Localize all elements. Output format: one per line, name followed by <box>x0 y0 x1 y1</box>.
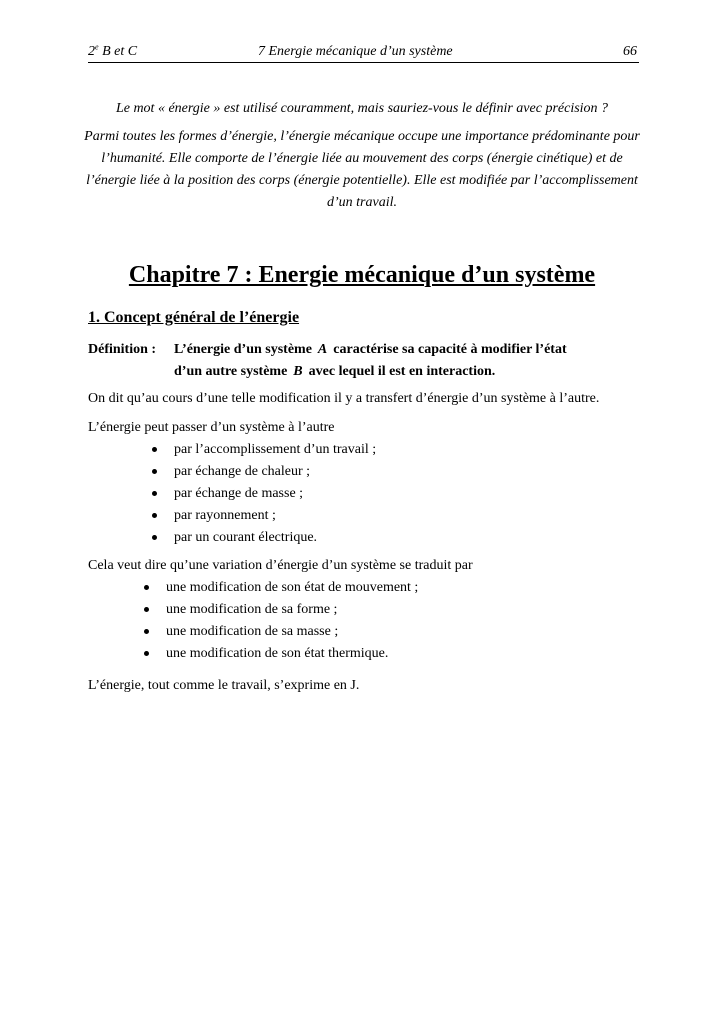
list-item-text: par échange de masse ; <box>174 486 304 501</box>
list-item-text: par un courant électrique. <box>174 530 318 545</box>
list-item-text: une modification de sa masse ; <box>166 624 339 639</box>
chapter-title: Chapitre 7 : Energie mécanique d’un système <box>128 262 596 288</box>
list-item <box>166 577 418 599</box>
bullet-icon <box>144 629 149 634</box>
bullet-icon <box>152 535 157 540</box>
header-class-sup: e <box>95 42 99 52</box>
list-item <box>166 599 418 621</box>
list-item-text: une modification de sa forme ; <box>166 602 338 617</box>
definition-text <box>174 339 644 383</box>
para-modes: L’énergie peut passer d’un système à l’autre <box>88 420 335 435</box>
definition-part-3: d’un autre système <box>174 364 288 379</box>
definition-part-1: L’énergie d’un système <box>174 342 312 357</box>
header-class <box>88 44 137 60</box>
modes-list <box>174 439 376 549</box>
intro-line-2: Parmi toutes les formes d’énergie, l’énergie mécanique occupe une importance prédominante pour l’humanité. Elle comporte de l’énergie liée au mouvement des corps (énergie cinétique) et de l’énergie liée à la position des corps (énergie potentielle). Elle est modifiée par l’accomplissement d’un travail. <box>84 129 640 210</box>
list-item <box>166 643 418 665</box>
para-variation: Cela veut dire qu’une variation d’énergie d’un système se traduit par <box>88 558 473 573</box>
para-unit: L’énergie, tout comme le travail, s’exprime en J. <box>88 678 360 693</box>
header-class-prefix: 2 <box>88 44 95 59</box>
definition-part-4: avec lequel il est en interaction. <box>308 364 496 379</box>
list-item <box>174 483 376 505</box>
bullet-icon <box>152 513 157 518</box>
list-item <box>174 461 376 483</box>
list-item-text: une modification de son état de mouvement ; <box>166 580 419 595</box>
intro-block <box>80 98 644 214</box>
list-item <box>174 527 376 549</box>
list-item-text: une modification de son état thermique. <box>166 646 389 661</box>
list-item-text: par échange de chaleur ; <box>174 464 311 479</box>
variations-list <box>166 577 418 665</box>
definition-part-2: caractérise sa capacité à modifier l’état <box>333 342 567 357</box>
header-class-suffix: B et C <box>98 44 138 59</box>
section-title: 1. Concept général de l’énergie <box>88 309 300 326</box>
definition-var-b: B <box>293 364 303 379</box>
list-item-text: par rayonnement ; <box>174 508 276 523</box>
para-transfer: On dit qu’au cours d’une telle modification il y a transfert d’énergie d’un système à l’autre. <box>88 391 600 406</box>
intro-line-1: Le mot « énergie » est utilisé couramment, mais sauriez-vous le définir avec précision ? <box>115 101 609 116</box>
list-item-text: par l’accomplissement d’un travail ; <box>174 442 377 457</box>
definition-var-a: A <box>317 342 328 357</box>
bullet-icon <box>152 469 157 474</box>
header-chapter: 7 Energie mécanique d’un système <box>258 44 453 59</box>
bullet-icon <box>144 651 149 656</box>
list-item <box>174 505 376 527</box>
bullet-icon <box>144 607 149 612</box>
page-header <box>88 42 639 63</box>
bullet-icon <box>144 585 149 590</box>
bullet-icon <box>152 491 157 496</box>
list-item <box>166 621 418 643</box>
header-page-number: 66 <box>623 44 637 59</box>
bullet-icon <box>152 447 157 452</box>
list-item <box>174 439 376 461</box>
definition-label: Définition : <box>88 342 157 357</box>
